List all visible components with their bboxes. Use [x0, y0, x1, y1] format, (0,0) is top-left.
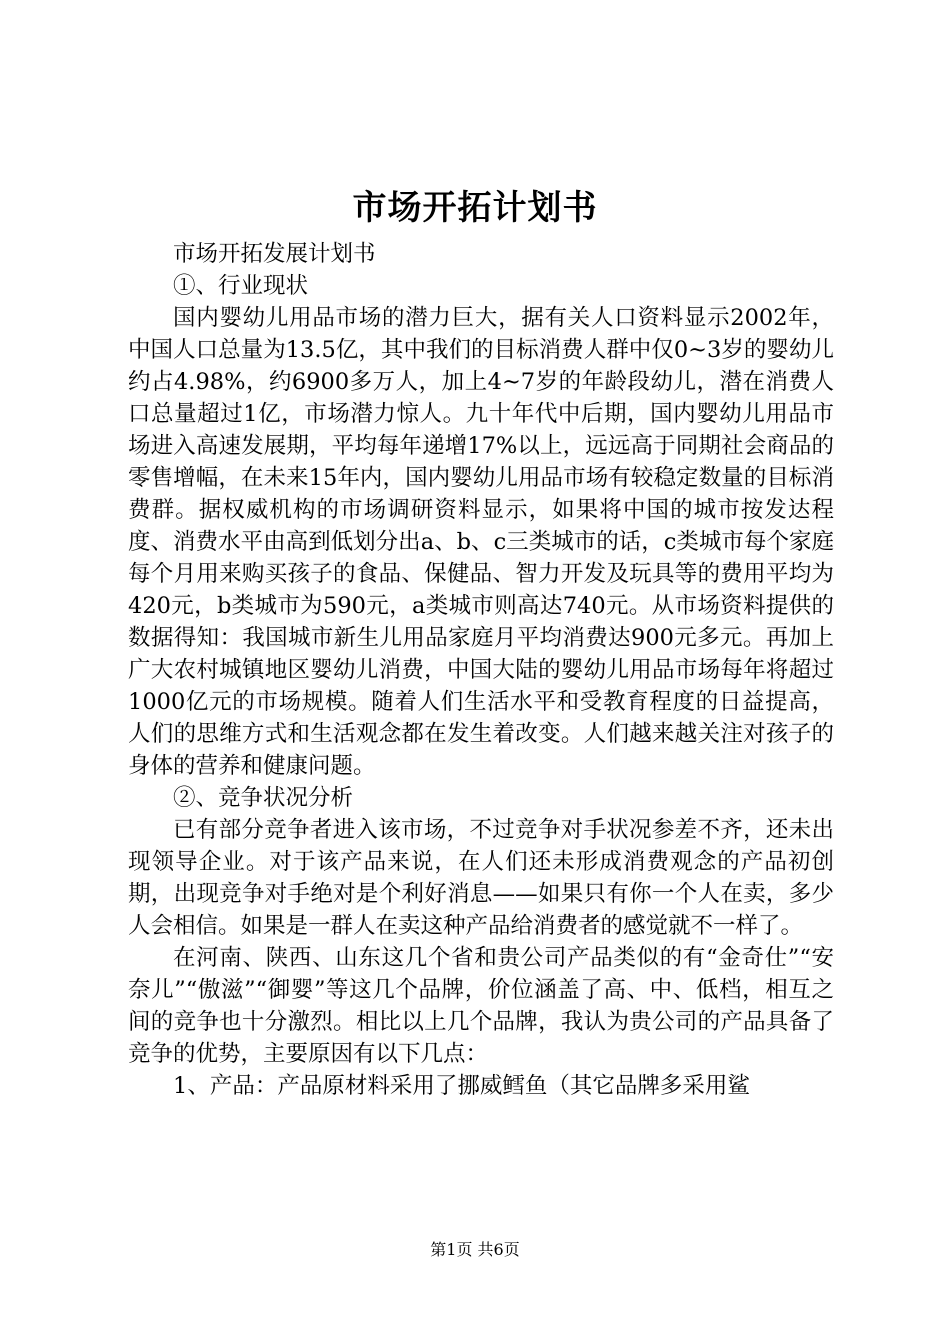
document-title: 市场开拓计划书 — [352, 188, 598, 228]
paragraph-competition-overview: 已有部分竞争者进入该市场，不过竞争对手状况参差不齐，还未出现领导企业。对于该产品来说，在人们还未形成消费观念的产品初创期，出现竞争对手绝对是个利好消息——如果只有你一个人在卖，多少人会相信。如果是一群人在卖这种产品给消费者的感觉就不一样了。 — [128, 817, 834, 939]
page-number: 第1页 共6页 — [430, 1240, 520, 1259]
paragraph-subtitle: 市场开拓发展计划书 — [173, 241, 376, 267]
paragraph-advantage-product: 1、产品：产品原材料采用了挪威鳕鱼（其它品牌多采用鲨 — [173, 1073, 750, 1099]
section-heading-competition: ②、竞争状况分析 — [173, 785, 354, 811]
paragraph-competitor-brands: 在河南、陕西、山东这几个省和贵公司产品类似的有“金奇仕”“安奈儿”“傲滋”“御婴”等这几个品牌，价位涵盖了高、中、低档，相互之间的竞争也十分激烈。相比以上几个品牌，我认为贵公司的产品具备了竞争的优势，主要原因有以下几点： — [128, 945, 834, 1067]
paragraph-industry-status: 国内婴幼儿用品市场的潜力巨大，据有关人口资料显示2002年，中国人口总量为13.5亿，其中我们的目标消费人群中仅0~3岁的婴幼儿约占4.98%，约6900多万人，加上4~7岁的年龄段幼儿，潜在消费人口总量超过1亿，市场潜力惊人。九十年代中后期，国内婴幼儿用品市场进入高速发展期，平均每年递增17%以上，远远高于同期社会商品的零售增幅，在未来15年内，国内婴幼儿用品市场有较稳定数量的目标消费群。据权威机构的市场调研资料显示，如果将中国的城市按发达程度、消费水平由高到低划分出a、b、c三类城市的话，c类城市每个家庭每个月用来购买孩子的食品、保健品、智力开发及玩具等的费用平均为420元，b类城市为590元，a类城市则高达740元。从市场资料提供的数据得知：我国城市新生儿用品家庭月平均消费达900元多元。再加上广大农村城镇地区婴幼儿消费，中国大陆的婴幼儿用品市场每年将超过1000亿元的市场规模。随着人们生活水平和受教育程度的日益提高，人们的思维方式和生活观念都在发生着改变。人们越来越关注对孩子的身体的营养和健康问题。 — [128, 305, 834, 779]
section-heading-industry: ①、行业现状 — [173, 273, 309, 299]
document-body — [128, 238, 834, 1102]
